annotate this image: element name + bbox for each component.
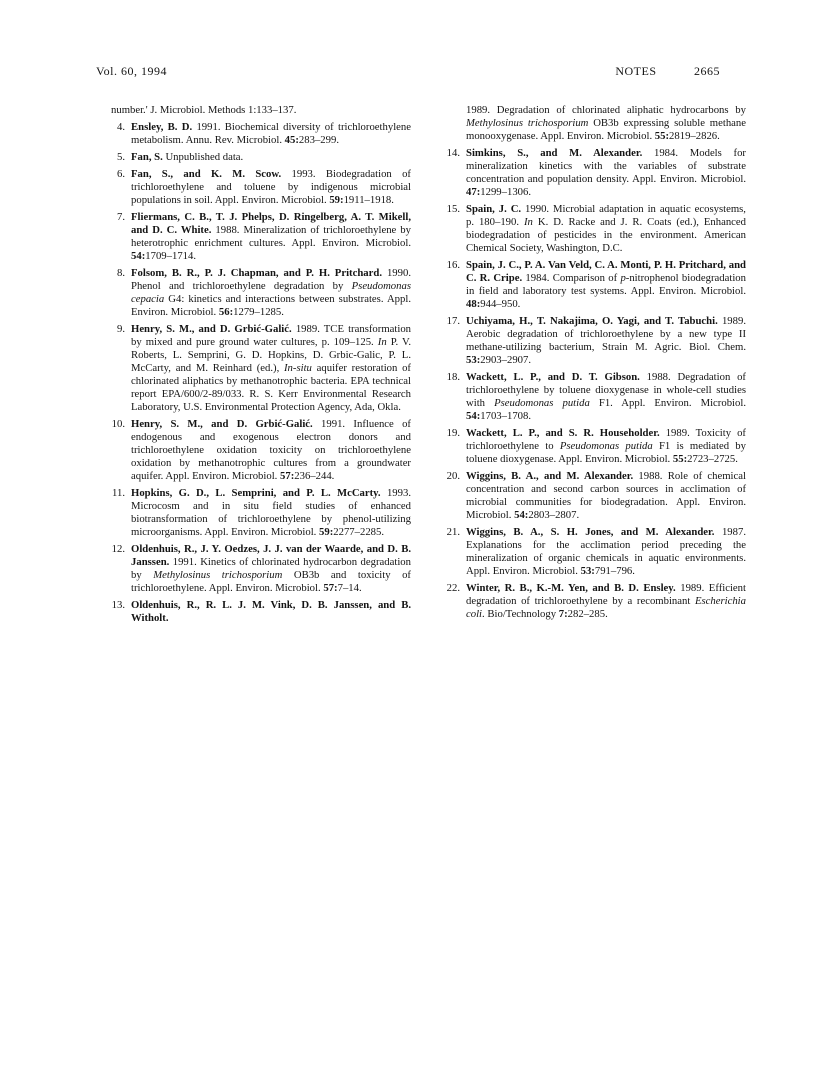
- reference-text: K. D. Racke and J. R. Coats (ed.), Enhanced biodegradation of pesticides in the environment. American Chemical Society, Washington, D.C.: [466, 216, 747, 254]
- reference-text: OB3b expressing soluble methane monooxygenase. Appl. Environ. Microbiol.: [466, 117, 746, 142]
- reference-authors: Fan, S., and K. M. Scow.: [131, 168, 282, 180]
- reference-item: [111, 121, 411, 147]
- reference-pages: 1709–1714.: [145, 250, 197, 262]
- reference-authors: Wiggins, B. A., S. H. Jones, and M. Alexander.: [466, 526, 715, 538]
- reference-pages: 2723–2725.: [687, 453, 738, 465]
- reference-text: 1989. TCE transformation by mixed and pure ground water cultures, p. 109–125.: [131, 323, 412, 348]
- reference-number: 16.: [446, 259, 460, 271]
- reference-continuation: number.' J. Microbiol. Methods 1:133–137.: [111, 104, 297, 116]
- reference-item: [111, 151, 411, 164]
- reference-authors: Fan, S.: [131, 151, 163, 163]
- reference-text: 1993. Biodegradation of trichloroethylene and toluene by indigenous microbial populations in soil. Appl. Environ. Microbiol.: [131, 168, 411, 206]
- reference-number: 18.: [446, 371, 460, 383]
- reference-italic: Pseudomonas putida: [559, 440, 653, 452]
- reference-text: aquifer restoration of chlorinated aliphatics by methanotrophic bacteria. EPA technical report EPA/600/2-89/033. R. S. Kerr Environmental Research Laboratory, U.S. Environmental Protection Agency, Ada, Okla.: [131, 362, 411, 413]
- references-left-column: [111, 104, 411, 629]
- reference-volume: 54:: [514, 509, 529, 521]
- reference-number: 5.: [116, 151, 125, 163]
- reference-pages: 2819–2826.: [669, 130, 720, 142]
- reference-text: 1990. Microbial adaptation in aquatic ecosystems, p. 180–190.: [466, 203, 746, 228]
- reference-text: 1989. Degradation of chlorinated aliphatic hydrocarbons by: [466, 104, 746, 116]
- reference-text: 1991. Biochemical diversity of trichloroethylene metabolism. Annu. Rev. Microbiol.: [131, 121, 411, 146]
- reference-authors: Oldenhuis, R., J. Y. Oedzes, J. J. van der Waarde, and D. B. Janssen.: [131, 543, 411, 568]
- reference-pages: 236–244.: [294, 470, 335, 482]
- reference-text: F1. Appl. Environ. Microbiol.: [589, 397, 746, 409]
- reference-volume: 54:: [466, 410, 481, 422]
- reference-list-left: [111, 121, 411, 625]
- reference-authors: Winter, R. B., K.-M. Yen, and B. D. Ensley.: [466, 582, 676, 594]
- reference-authors: Oldenhuis, R., R. L. J. M. Vink, D. B. Janssen, and B. Witholt.: [131, 599, 411, 624]
- reference-number: 20.: [446, 470, 460, 482]
- reference-volume: 54:: [131, 250, 146, 262]
- reference-item: [446, 259, 746, 311]
- reference-number: 13.: [111, 599, 125, 611]
- reference-item: [446, 526, 746, 578]
- reference-item: [111, 487, 411, 539]
- reference-text: . Bio/Technology: [482, 608, 559, 620]
- reference-number: 4.: [116, 121, 125, 133]
- reference-item: [446, 470, 746, 522]
- reference-text: P. V. Roberts, L. Semprini, G. D. Hopkins, D. Grbic-Galic, P. L. McCarty, and M. Reinhard (ed.),: [131, 336, 411, 374]
- reference-pages: 2903–2907.: [480, 354, 532, 366]
- reference-item: [446, 427, 746, 466]
- reference-authors: Spain, J. C.: [466, 203, 522, 215]
- page-number: 2665: [694, 64, 720, 78]
- reference-number: 17.: [446, 315, 460, 327]
- reference-text: 1991. Influence of endogenous and exogenous electron donors and trichloroethylene oxidation toxicity on trichloroethylene oxidation by methanotrophic cultures from a groundwater aquifer. Appl. Environ. Microbiol.: [131, 418, 411, 482]
- reference-italic: Escherichia coli: [466, 595, 746, 620]
- reference-pages: 1299–1306.: [480, 186, 532, 198]
- reference-pages: 1703–1708.: [480, 410, 532, 422]
- reference-item: [446, 582, 746, 621]
- reference-authors: Spain, J. C., P. A. Van Veld, C. A. Monti, P. H. Pritchard, and C. R. Cripe.: [466, 259, 746, 284]
- reference-pages: 283–299.: [298, 134, 339, 146]
- reference-number: 19.: [446, 427, 460, 439]
- reference-volume: 59:: [319, 526, 334, 538]
- reference-pages: 282–285.: [567, 608, 608, 620]
- reference-authors: Simkins, S., and M. Alexander.: [466, 147, 643, 159]
- reference-volume: 57:: [323, 582, 338, 594]
- reference-volume: 45:: [284, 134, 299, 146]
- reference-number: 21.: [446, 526, 460, 538]
- reference-item: [111, 418, 411, 483]
- reference-item: [111, 543, 411, 595]
- reference-authors: Uchiyama, H., T. Nakajima, O. Yagi, and T. Tabuchi.: [466, 315, 718, 327]
- reference-volume: 57:: [280, 470, 295, 482]
- reference-item: [446, 147, 746, 199]
- reference-text: 1988. Mineralization of trichloroethylene by heterotrophic enrichment cultures. Appl. Environ. Microbiol.: [131, 224, 411, 249]
- reference-volume: 53:: [580, 565, 595, 577]
- reference-pages: 944–950.: [480, 298, 521, 310]
- reference-text: Unpublished data.: [162, 151, 244, 163]
- reference-authors: Hopkins, G. D., L. Semprini, and P. L. McCarty.: [131, 487, 381, 499]
- reference-number: 10.: [111, 418, 125, 430]
- reference-item: [111, 211, 411, 263]
- reference-pages: 1279–1285.: [233, 306, 284, 318]
- reference-text: 1984. Models for mineralization kinetics with the variables of substrate concentration and population density. Appl. Environ. Microbiol.: [466, 147, 746, 185]
- reference-italic: Pseudomonas cepacia: [131, 280, 411, 305]
- reference-item: [111, 168, 411, 207]
- journal-volume: Vol. 60, 1994: [96, 64, 167, 78]
- reference-item: [111, 323, 411, 414]
- reference-authors: Wackett, L. P., and D. T. Gibson.: [466, 371, 640, 383]
- reference-italic: Methylosinus trichosporium: [466, 117, 589, 129]
- reference-number: 7.: [116, 211, 125, 223]
- reference-number: 11.: [112, 487, 125, 499]
- reference-text: 1989. Aerobic degradation of trichloroethylene by a new type II methane-utilizing bacterium, Strain M. Agric. Biol. Chem.: [466, 315, 746, 353]
- reference-item: [446, 315, 746, 367]
- reference-italic: In: [524, 216, 533, 228]
- reference-volume: 55:: [672, 453, 688, 465]
- reference-text: G4: kinetics and interactions between substrates. Appl. Environ. Microbiol.: [131, 293, 411, 318]
- reference-number: 22.: [446, 582, 460, 594]
- reference-number: 6.: [116, 168, 125, 180]
- reference-number: 14.: [446, 147, 460, 159]
- reference-authors: Wiggins, B. A., and M. Alexander.: [466, 470, 634, 482]
- reference-text: 1989. Toxicity of trichloroethylene to: [466, 427, 746, 452]
- reference-number: 9.: [116, 323, 125, 335]
- reference-text: 1993. Microcosm and in situ field studies of enhanced biotransformation of trichloroethylene by phenol-utilizing microorganisms. Appl. Environ. Microbiol.: [131, 487, 412, 538]
- section-label: NOTES: [615, 64, 657, 78]
- reference-text: 1988. Role of chemical concentration and second carbon sources in acclimation of microbial communities for biodegradation. Appl. Environ. Microbiol.: [466, 470, 746, 521]
- reference-pages: 791–796.: [594, 565, 635, 577]
- reference-italic: In: [377, 336, 387, 348]
- reference-text: OB3b and toxicity of trichloroethylene. Appl. Environ. Microbiol.: [131, 569, 411, 594]
- reference-number: 15.: [446, 203, 460, 215]
- reference-text: 1987. Explanations for the acclimation period preceding the mineralization of organic chemicals in aquatic environments. Appl. Environ. Microbiol.: [466, 526, 747, 577]
- reference-volume: 47:: [466, 186, 481, 198]
- reference-italic: Pseudomonas putida: [494, 397, 590, 409]
- reference-authors: Folsom, B. R., P. J. Chapman, and P. H. Pritchard.: [131, 267, 383, 279]
- reference-text: -nitrophenol biodegradation in field and laboratory test systems. Appl. Environ. Microbiol.: [466, 272, 746, 297]
- reference-item: [111, 267, 411, 319]
- running-header: [96, 64, 720, 80]
- reference-volume: 48:: [466, 298, 481, 310]
- reference-text: F1 is mediated by toluene dioxygenase. Appl. Environ. Microbiol.: [466, 440, 746, 465]
- reference-italic: Methylosinus trichosporium: [153, 569, 283, 581]
- reference-item: [446, 371, 746, 423]
- references-right-column: [446, 104, 746, 625]
- reference-text: 1991. Kinetics of chlorinated hydrocarbon degradation by: [131, 556, 411, 581]
- reference-pages: 1911–1918.: [343, 194, 394, 206]
- reference-text: 1988. Degradation of trichloroethylene by toluene dioxygenase in whole-cell studies with: [466, 371, 746, 409]
- reference-authors: Henry, S. M., and D. Grbić-Galić.: [131, 323, 292, 335]
- reference-authors: Ensley, B. D.: [131, 121, 193, 133]
- reference-item: [111, 599, 411, 625]
- reference-authors: Wackett, L. P., and S. R. Householder.: [466, 427, 660, 439]
- reference-text: 1984. Comparison of: [522, 272, 621, 284]
- reference-italic: p: [620, 272, 626, 284]
- reference-list-right: [446, 104, 746, 621]
- reference-number: 12.: [111, 543, 125, 555]
- reference-number: 8.: [116, 267, 125, 279]
- reference-text: 1989. Efficient degradation of trichloroethylene by a recombinant: [466, 582, 746, 607]
- reference-volume: 7:: [558, 608, 568, 620]
- reference-pages: 2277–2285.: [333, 526, 385, 538]
- reference-volume: 56:: [218, 306, 234, 318]
- reference-pages: 2803–2807.: [528, 509, 580, 521]
- reference-authors: Henry, S. M., and D. Grbić-Galić.: [131, 418, 313, 430]
- reference-volume: 53:: [466, 354, 481, 366]
- header-right: [615, 64, 720, 79]
- reference-volume: 55:: [654, 130, 670, 142]
- reference-text: 1990. Phenol and trichloroethylene degradation by: [131, 267, 412, 292]
- reference-item: [446, 203, 746, 255]
- reference-authors: Fliermans, C. B., T. J. Phelps, D. Ringelberg, A. T. Mikell, and D. C. White.: [131, 211, 411, 236]
- reference-item: [446, 104, 746, 143]
- reference-pages: 7–14.: [337, 582, 362, 594]
- reference-volume: 59:: [329, 194, 344, 206]
- reference-italic: In-situ: [284, 362, 312, 374]
